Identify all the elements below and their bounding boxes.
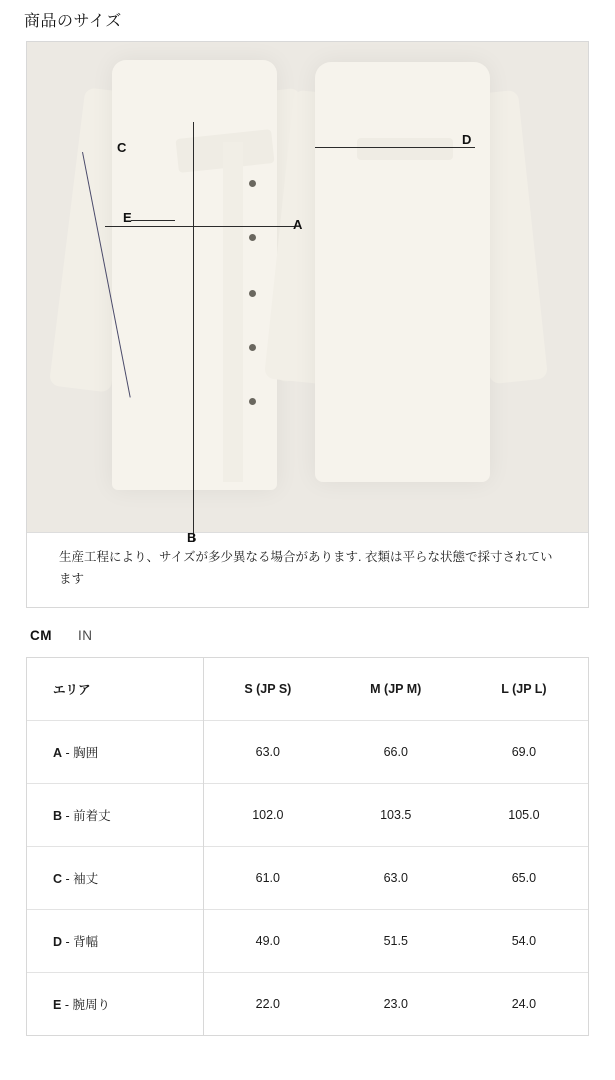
measure-label-a: A xyxy=(293,217,303,232)
row-code: B xyxy=(53,808,63,823)
header-size-m: M (JP M) xyxy=(370,681,422,696)
cell-s: 102.0 xyxy=(204,783,332,846)
cell-s: 22.0 xyxy=(204,972,332,1035)
measure-label-e: E xyxy=(123,210,132,225)
button-dot xyxy=(249,398,256,405)
front-placket xyxy=(223,142,243,482)
button-dot xyxy=(249,344,256,351)
measure-line-b xyxy=(193,122,194,542)
row-name: 腕周り xyxy=(72,997,110,1012)
row-label xyxy=(27,783,204,846)
row-sep: - xyxy=(62,934,74,949)
cell-s: 63.0 xyxy=(204,720,332,783)
row-name: 胸囲 xyxy=(73,745,99,760)
row-name: 前着丈 xyxy=(73,808,111,823)
size-table-card xyxy=(26,657,589,1036)
row-sep: - xyxy=(61,997,73,1012)
cell-s: 61.0 xyxy=(204,846,332,909)
table-row xyxy=(27,720,588,783)
measure-line-d xyxy=(315,147,475,148)
unit-toggle-row xyxy=(0,608,615,657)
size-table-head xyxy=(27,658,588,721)
header-size-l: L (JP L) xyxy=(501,681,547,696)
table-header-row xyxy=(27,658,588,721)
button-dot xyxy=(249,234,256,241)
measure-label-d: D xyxy=(462,132,472,147)
row-sep: - xyxy=(62,871,74,886)
back-collar xyxy=(357,138,453,160)
table-row xyxy=(27,909,588,972)
garment-diagram-image xyxy=(27,42,588,545)
measure-label-c: C xyxy=(117,140,127,155)
row-sep: - xyxy=(62,745,74,760)
coat-front-view xyxy=(112,60,277,490)
page-title: 商品のサイズ xyxy=(24,13,122,30)
cell-m: 66.0 xyxy=(332,720,460,783)
cell-l: 54.0 xyxy=(460,909,588,972)
table-row xyxy=(27,846,588,909)
cell-l: 69.0 xyxy=(460,720,588,783)
unit-in-button[interactable]: IN xyxy=(78,627,93,643)
measurement-note: 生産工程により、サイズが多少異なる場合があります. 衣類は平らな状態で採寸されています xyxy=(27,532,588,607)
row-code: A xyxy=(53,745,63,760)
unit-cm-button[interactable]: CM xyxy=(30,627,52,643)
row-code: D xyxy=(53,934,63,949)
size-diagram-card xyxy=(26,41,589,608)
row-code: C xyxy=(53,871,63,886)
coat-back-view xyxy=(315,62,490,482)
cell-m: 51.5 xyxy=(332,909,460,972)
table-row xyxy=(27,972,588,1035)
cell-l: 105.0 xyxy=(460,783,588,846)
header-size-s: S (JP S) xyxy=(244,681,292,696)
size-table-body xyxy=(27,720,588,1035)
row-name: 背幅 xyxy=(73,934,99,949)
cell-l: 24.0 xyxy=(460,972,588,1035)
table-row xyxy=(27,783,588,846)
measure-line-a xyxy=(105,226,295,227)
button-dot xyxy=(249,180,256,187)
measure-label-b: B xyxy=(187,530,197,545)
row-label xyxy=(27,846,204,909)
row-label xyxy=(27,909,204,972)
row-name: 袖丈 xyxy=(73,871,99,886)
button-dot xyxy=(249,290,256,297)
cell-m: 103.5 xyxy=(332,783,460,846)
header-area: エリア xyxy=(27,658,204,721)
row-label xyxy=(27,972,204,1035)
row-label xyxy=(27,720,204,783)
size-table xyxy=(27,658,588,1035)
cell-m: 23.0 xyxy=(332,972,460,1035)
measure-line-e xyxy=(131,220,175,221)
row-sep: - xyxy=(62,808,74,823)
cell-l: 65.0 xyxy=(460,846,588,909)
cell-m: 63.0 xyxy=(332,846,460,909)
cell-s: 49.0 xyxy=(204,909,332,972)
row-code: E xyxy=(53,997,62,1012)
